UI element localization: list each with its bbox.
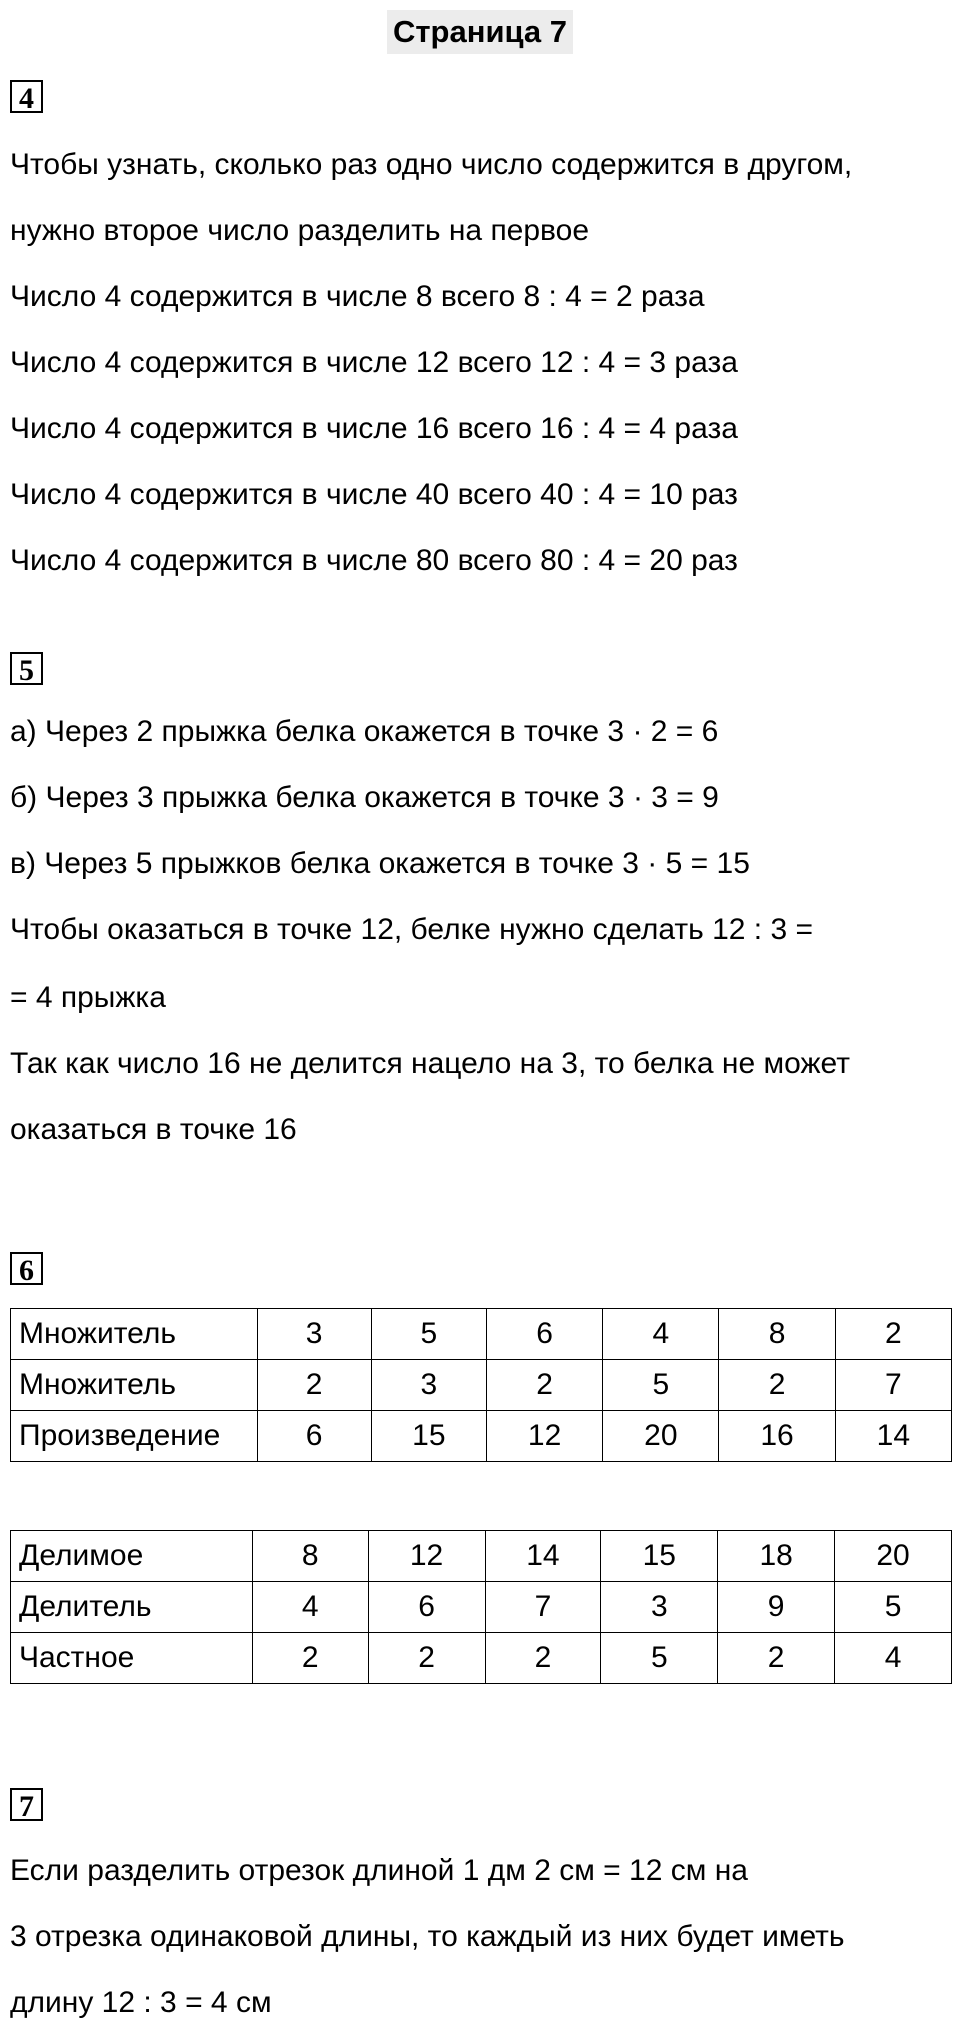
task4-line-5: Число 4 содержится в числе 16 всего 16 : 4 = 4 раза (10, 412, 738, 445)
table-cell: Произведение (11, 1411, 258, 1462)
table-cell: 12 (368, 1531, 485, 1582)
table-cell: 8 (252, 1531, 368, 1582)
table-cell: 5 (371, 1309, 486, 1360)
table-row (11, 1360, 952, 1411)
table-cell: 2 (252, 1633, 368, 1684)
table-cell: 12 (486, 1411, 602, 1462)
table-cell: 20 (603, 1411, 719, 1462)
table-cell: 9 (718, 1582, 835, 1633)
table-cell: 5 (835, 1582, 952, 1633)
table-cell: 2 (485, 1633, 601, 1684)
table-cell: 8 (719, 1309, 835, 1360)
table-cell: 6 (486, 1309, 602, 1360)
task5-line-7: оказаться в точке 16 (10, 1113, 297, 1146)
table-cell: 15 (601, 1531, 718, 1582)
table-cell: 7 (835, 1360, 951, 1411)
task-number-7: 7 (10, 1788, 43, 1821)
table-row (11, 1309, 952, 1360)
task4-line-1: Чтобы узнать, сколько раз одно число содержится в другом, (10, 148, 853, 181)
task5-line-6: Так как число 16 не делится нацело на 3, то белка не может (10, 1047, 850, 1080)
table-cell: 2 (835, 1309, 951, 1360)
page-title (0, 10, 960, 54)
table-cell: 4 (603, 1309, 719, 1360)
table-cell: Множитель (11, 1309, 258, 1360)
task7-line-1: Если разделить отрезок длиной 1 дм 2 см = 12 см на (10, 1854, 748, 1887)
task5-line-1: а) Через 2 прыжка белка окажется в точке 3 · 2 = 6 (10, 715, 719, 748)
table-cell: Делимое (11, 1531, 253, 1582)
task4-line-2: нужно второе число разделить на первое (10, 214, 590, 247)
task5-line-4: Чтобы оказаться в точке 12, белке нужно сделать 12 : 3 = (10, 913, 813, 946)
table-cell: 3 (257, 1309, 371, 1360)
table-cell: 4 (835, 1633, 952, 1684)
table-cell: 3 (601, 1582, 718, 1633)
task7-line-3: длину 12 : 3 = 4 см (10, 1986, 272, 2019)
task4-line-4: Число 4 содержится в числе 12 всего 12 : 4 = 3 раза (10, 346, 738, 379)
page-title-text: Страница 7 (387, 10, 573, 54)
table-row (11, 1411, 952, 1462)
table-cell: 2 (368, 1633, 485, 1684)
table-cell: 20 (835, 1531, 952, 1582)
table-cell: 2 (257, 1360, 371, 1411)
table-cell: 14 (835, 1411, 951, 1462)
task-number-6: 6 (10, 1252, 43, 1285)
table-cell: 2 (719, 1360, 835, 1411)
table-row (11, 1633, 952, 1684)
table-cell: 5 (603, 1360, 719, 1411)
task5-line-5: = 4 прыжка (10, 981, 166, 1014)
division-table (10, 1530, 952, 1684)
table-row (11, 1582, 952, 1633)
multiplication-table (10, 1308, 952, 1462)
table-cell: 4 (252, 1582, 368, 1633)
table-cell: 2 (718, 1633, 835, 1684)
table-cell: Множитель (11, 1360, 258, 1411)
task5-line-2: б) Через 3 прыжка белка окажется в точке 3 · 3 = 9 (10, 781, 719, 814)
table-cell: 5 (601, 1633, 718, 1684)
table-cell: 15 (371, 1411, 486, 1462)
table-cell: Делитель (11, 1582, 253, 1633)
table-cell: 3 (371, 1360, 486, 1411)
task4-line-7: Число 4 содержится в числе 80 всего 80 : 4 = 20 раз (10, 544, 738, 577)
table-row (11, 1531, 952, 1582)
task5-line-3: в) Через 5 прыжков белка окажется в точке 3 · 5 = 15 (10, 847, 750, 880)
table-cell: Частное (11, 1633, 253, 1684)
table-cell: 2 (486, 1360, 602, 1411)
table-cell: 6 (368, 1582, 485, 1633)
task-number-5: 5 (10, 652, 43, 685)
task7-line-2: 3 отрезка одинаковой длины, то каждый из них будет иметь (10, 1920, 845, 1953)
task-number-4: 4 (10, 80, 43, 113)
task4-line-6: Число 4 содержится в числе 40 всего 40 : 4 = 10 раз (10, 478, 738, 511)
table-cell: 7 (485, 1582, 601, 1633)
table-cell: 16 (719, 1411, 835, 1462)
table-cell: 14 (485, 1531, 601, 1582)
table-cell: 18 (718, 1531, 835, 1582)
table-cell: 6 (257, 1411, 371, 1462)
task4-line-3: Число 4 содержится в числе 8 всего 8 : 4 = 2 раза (10, 280, 705, 313)
